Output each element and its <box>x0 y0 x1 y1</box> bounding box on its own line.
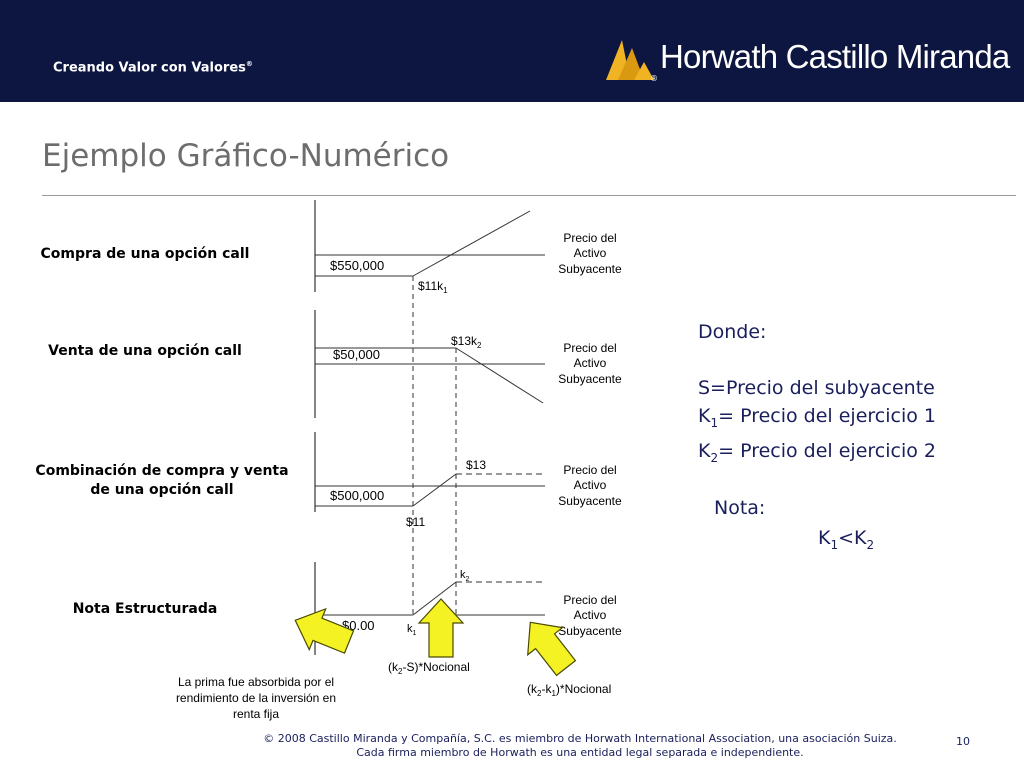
label-venta-call: Venta de una opción call <box>48 343 242 359</box>
premium-note: La prima fue absorbida por el rendimiento de la inversión en renta fija <box>175 675 337 721</box>
strike-k2-label: $\$13k_2$ <box>451 334 482 350</box>
tagline-mark: ® <box>245 60 253 68</box>
brand-name: Horwath Castillo Miranda <box>660 38 1010 75</box>
label-combinacion: Combinación de compra y venta de una opción call <box>35 463 289 498</box>
axis-label-panel-3: Precio del Activo Subyacente <box>558 463 622 508</box>
label-nota-estructurada: Nota Estructurada <box>72 601 218 617</box>
axis-label-panel-1: Precio del Activo Subyacente <box>558 231 622 276</box>
donde-label: Donde: <box>698 321 767 343</box>
strike-13-label: $13 <box>466 458 487 472</box>
arrow-premium-icon <box>287 600 357 663</box>
definitions-block <box>698 318 936 472</box>
axis-label-panel-4: Precio del Activo Subyacente <box>558 593 622 638</box>
k1-definition: $K_1=$ Precio del ejercicio 1 <box>698 405 936 430</box>
axis-label-panel-2: Precio del Activo Subyacente <box>558 341 622 386</box>
amount-50000: $50,000 <box>333 347 380 362</box>
footer-copyright <box>230 732 930 760</box>
logo-mark: ® <box>650 74 658 82</box>
notional-s-label: $(k_2-S)*Nocional$ <box>388 660 470 676</box>
amount-550000: $550,000 <box>330 258 385 273</box>
amount-500000: $500,000 <box>330 488 385 503</box>
k2-definition: $K_2=$ Precio del ejercicio 2 <box>698 439 936 465</box>
k2-label: $k_2$ <box>460 569 470 583</box>
panel-compra-call <box>315 200 622 295</box>
arrow-up-icon <box>419 599 463 657</box>
page-number: 10 <box>956 735 970 748</box>
footer-line-1: © 2008 Castillo Miranda y Compañía, S.C. es miembro de Horwath International Association, una asociación Suiza. <box>263 732 897 745</box>
nota-label: Nota: <box>714 497 766 519</box>
page-title: Ejemplo Gráfico-Numérico <box>42 138 450 174</box>
panel-nota-estructurada <box>315 562 622 655</box>
s-definition: S=Precio del subyacente <box>698 377 935 399</box>
k-condition: $K_1<K_2$ <box>818 527 875 552</box>
strike-k1-label: $\$11k_1$ <box>418 279 448 295</box>
amount-zero: $0.00 <box>342 618 375 633</box>
panel-venta-call <box>315 310 622 418</box>
footer-line-2: Cada firma miembro de Horwath es una entidad legal separada e independiente. <box>356 746 804 759</box>
k1-label: $k_1$ <box>407 623 417 637</box>
label-compra-call: Compra de una opción call <box>40 246 250 262</box>
notional-k-label: $(k_2-k_1)*Nocional$ <box>527 682 612 698</box>
strike-11-label: $11 <box>406 515 426 529</box>
tagline-text: Creando Valor con Valores <box>53 60 246 76</box>
panel-combinacion <box>315 432 622 529</box>
